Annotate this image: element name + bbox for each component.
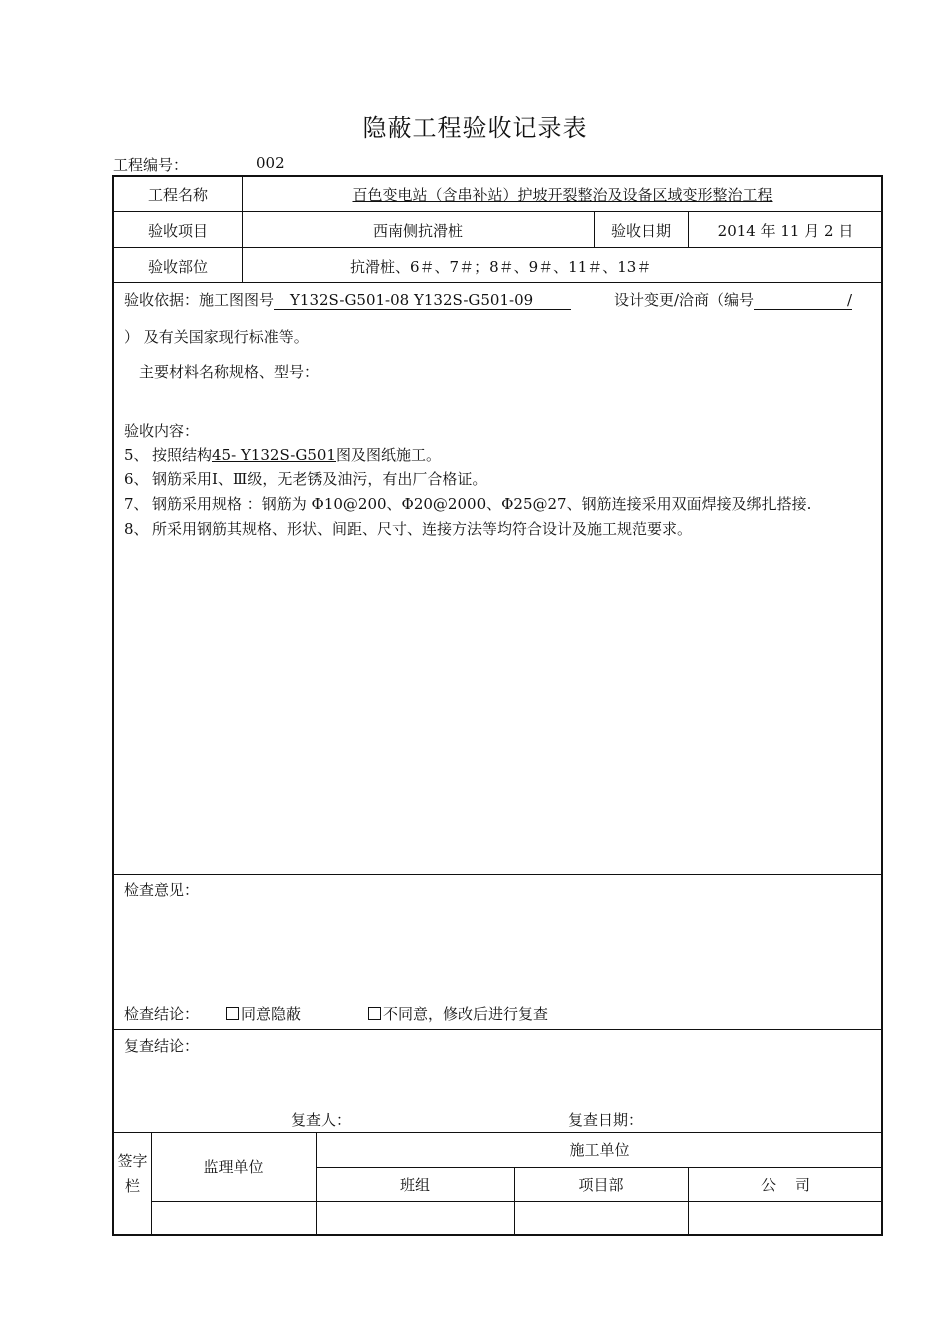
content-item [124, 519, 692, 539]
inspection-date-value: 2014 年 11 月 2 日 [717, 222, 854, 240]
reviewer-label: 复查人： [291, 1111, 352, 1129]
content-item [124, 469, 487, 489]
item-number: 6、 [124, 470, 149, 488]
drawing-reference: 45- Y132S-G501 [212, 446, 336, 464]
design-change-number: / [754, 292, 852, 310]
basis-line [124, 290, 571, 310]
project-number [113, 154, 285, 175]
row-divider [316, 1167, 883, 1168]
content-item [124, 445, 441, 465]
review-conclusion-label: 复查结论： [124, 1037, 200, 1055]
supervisor-signature-field[interactable] [152, 1202, 316, 1236]
item-text: 图及图纸施工。 [335, 446, 441, 464]
drawing-number: Y132S-G501-08 Y132S-G501-09 [274, 292, 571, 310]
design-change-label: 设计变更/洽商（编号 [614, 291, 755, 309]
project-number-label: 工程编号： [113, 156, 189, 174]
agree-option-label: 同意隐蔽 [241, 1005, 302, 1023]
team-label: 班组 [399, 1176, 430, 1194]
inspection-item-label: 验收项目 [147, 222, 208, 240]
content-label: 验收内容： [124, 422, 200, 440]
project-name-value: 百色变电站（含串补站）护坡开裂整治及设备区域变形整治工程 [352, 186, 773, 204]
company-signature-field[interactable] [689, 1202, 883, 1236]
item-text: 钢筋采用规格 ：钢筋为 Φ10@200、Φ20@2000、Φ25@27、钢筋连接采用双面焊接及绑扎搭接. [152, 495, 812, 513]
review-date-label: 复查日期： [568, 1111, 644, 1129]
row-divider [114, 874, 881, 875]
standards-line: ） 及有关国家现行标准等。 [124, 328, 309, 346]
disagree-option[interactable] [368, 1004, 548, 1024]
inspection-opinion-label: 检查意见： [124, 881, 200, 899]
agree-checkbox[interactable] [226, 1007, 239, 1020]
project-number-value: 002 [256, 154, 285, 172]
inspection-date-label: 验收日期 [610, 222, 671, 240]
design-change-line [614, 290, 852, 310]
materials-label: 主要材料名称规格、型号： [139, 363, 320, 381]
content-item [124, 494, 811, 514]
form-title: 隐蔽工程验收记录表 [362, 114, 588, 142]
row-divider [114, 282, 881, 283]
inspection-item-value: 西南侧抗滑桩 [372, 222, 463, 240]
item-text: 所采用钢筋其规格、形状、间距、尺寸、连接方法等均符合设计及施工规范要求。 [152, 520, 693, 538]
item-text: 按照结构 [152, 446, 213, 464]
item-number: 5、 [124, 446, 149, 464]
row-divider [114, 1132, 881, 1133]
signature-label: 签字栏 [117, 1152, 148, 1195]
team-signature-field[interactable] [317, 1202, 514, 1236]
disagree-checkbox[interactable] [368, 1007, 381, 1020]
form-table [112, 175, 883, 1236]
inspection-part-label: 验收部位 [147, 258, 208, 276]
inspection-part-value: 抗滑桩、6＃、7＃；8＃、9＃、11＃、13＃ [350, 258, 652, 276]
company-label: 公 司 [760, 1176, 811, 1194]
row-divider [114, 211, 881, 212]
project-dept-label: 项目部 [578, 1176, 624, 1194]
inspection-conclusion-label: 检查结论： [124, 1005, 200, 1023]
construction-label: 施工单位 [569, 1141, 630, 1159]
item-number: 8、 [124, 520, 149, 538]
project-name-label: 工程名称 [147, 186, 208, 204]
row-divider [114, 1029, 881, 1030]
project-dept-signature-field[interactable] [515, 1202, 688, 1236]
basis-label: 验收依据：施工图图号 [124, 291, 275, 309]
item-number: 7、 [124, 495, 149, 513]
disagree-option-label: 不同意，修改后进行复查 [383, 1005, 549, 1023]
agree-option[interactable] [226, 1004, 301, 1024]
supervisor-label: 监理单位 [203, 1158, 264, 1176]
item-text: 钢筋采用Ⅰ、Ⅲ级，无老锈及油污，有出厂合格证。 [152, 470, 488, 488]
row-divider [114, 247, 881, 248]
